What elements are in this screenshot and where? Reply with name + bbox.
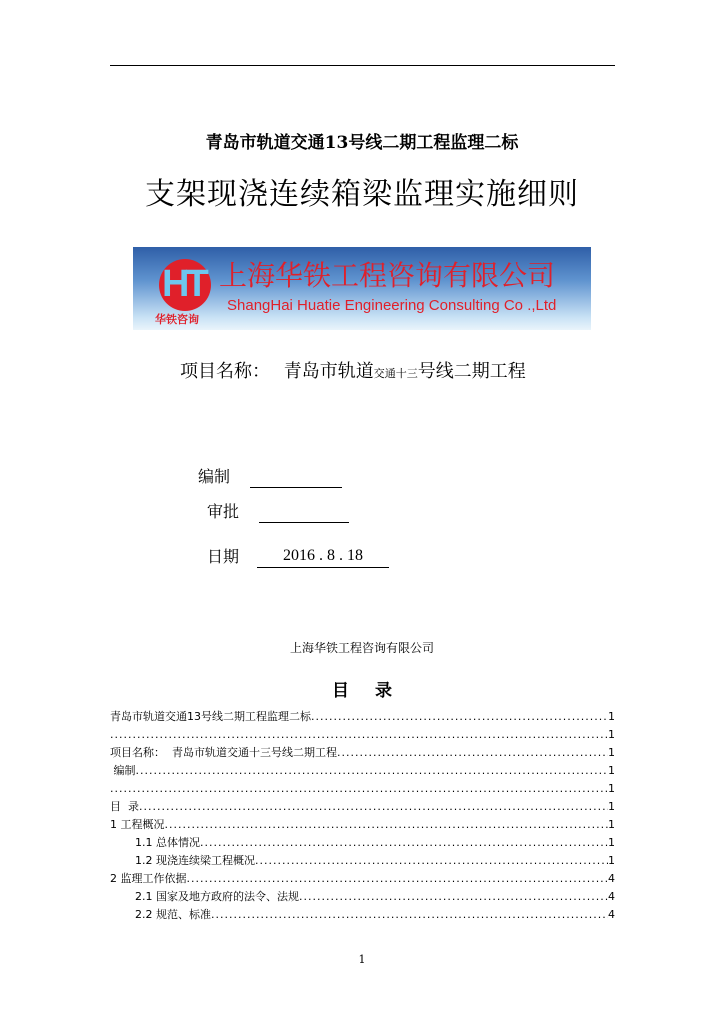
toc-leader-dots [165,816,609,834]
document-subtitle: 青岛市轨道交通13号线二期工程监理二标 [205,133,519,153]
logo-short-name: 华铁咨询 [155,313,199,326]
document-title: 支架现浇连续箱梁监理实施细则 [145,177,579,212]
approve-label: 审批 [207,502,240,521]
toc-entry-text: 项目名称： 青岛市轨道交通十三号线二期工程 [110,746,337,759]
compile-label: 编制 [198,467,231,486]
toc-entry-text: 1.1 总体情况 [135,836,200,849]
toc-entry[interactable] [110,744,615,762]
toc-entry[interactable] [110,762,615,780]
toc-entry-page: 4 [608,872,615,885]
toc-leader-dots [139,798,608,816]
toc-entry-text: 目 录 [110,800,139,813]
date-label: 日期 [207,547,240,566]
toc-entry-page: 1 [608,854,615,867]
toc-entry-page: 1 [608,764,615,777]
toc-entry-page: 1 [608,782,615,795]
project-name-part: 号线二期工程 [417,361,526,382]
date-field [207,545,389,568]
company-logo-banner [133,247,591,330]
toc-entry-text: 2.1 国家及地方政府的法令、法规 [135,890,299,903]
toc-entry[interactable] [110,726,615,744]
project-name-part: 青岛市轨道 [283,361,374,382]
project-name-part: 交通十三 [373,367,418,380]
toc-entry[interactable] [135,834,615,852]
toc-leader-dots [187,870,609,888]
toc-leader-dots [110,780,608,798]
toc-leader-dots [255,852,608,870]
toc-entry-text: 2.2 规范、标准 [135,908,211,921]
toc-leader-dots [211,906,608,924]
company-name: 上海华铁工程咨询有限公司 [289,641,434,655]
project-label: 项目名称： [180,361,270,382]
project-name [180,360,526,386]
toc-leader-dots [337,744,608,762]
compile-field [198,465,342,488]
toc-leader-dots [200,834,608,852]
logo-name-cn: 上海华铁工程咨询有限公司 [219,259,556,292]
approve-line [259,500,349,523]
logo-mark: HT [162,263,205,305]
toc-entry-page: 1 [608,836,615,849]
toc-entry-page: 4 [608,908,615,921]
toc-leader-dots [299,888,608,906]
toc-entry[interactable] [110,870,615,888]
date-value: 2016 . 8 . 18 [257,545,389,568]
toc-entry[interactable] [110,780,615,798]
toc-entry[interactable] [110,816,615,834]
toc-entry-page: 4 [608,890,615,903]
toc-leader-dots [110,726,608,744]
toc-leader-dots [136,762,609,780]
toc-entry-text: 青岛市轨道交通13号线二期工程监理二标 [110,710,311,723]
approve-field [207,500,349,523]
toc-leader-dots [311,708,608,726]
page-number: 1 [358,953,366,966]
toc-entry-text: 编制 [110,764,136,777]
toc-entry-page: 1 [608,728,615,741]
toc-entry-page: 1 [608,746,615,759]
toc-entry-page: 1 [608,710,615,723]
logo-name-en: ShangHai Huatie Engineering Consulting Co .,Ltd [227,297,557,314]
toc-entry[interactable] [135,906,615,924]
toc-entry-text: 1 工程概况 [110,818,165,831]
toc-entry[interactable] [110,798,615,816]
toc-entry[interactable] [135,888,615,906]
toc-title: 目 录 [332,681,392,701]
toc-entry-page: 1 [608,818,615,831]
compile-line [250,465,342,488]
header-rule [110,65,615,66]
toc-entry[interactable] [110,708,615,726]
toc-entry-text: 1.2 现浇连续梁工程概况 [135,854,255,867]
toc-entry[interactable] [135,852,615,870]
toc-entry-page: 1 [608,800,615,813]
toc-entry-text: 2 监理工作依据 [110,872,187,885]
